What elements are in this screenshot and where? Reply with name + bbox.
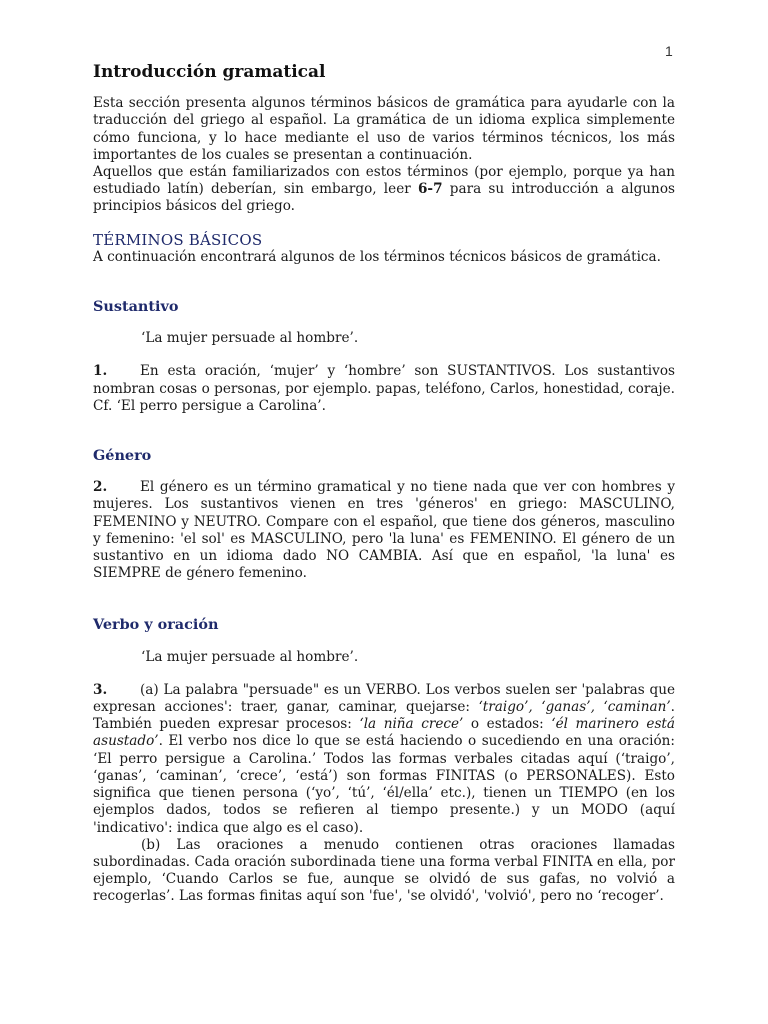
basic-terms-text: A continuación encontrará algunos de los términos técnicos básicos de gramática. <box>93 248 661 265</box>
verb-a-italic-2: ‘la niña crece’ <box>359 716 464 733</box>
gender-heading: Género <box>93 447 152 465</box>
intro-paragraph-1: Esta sección presenta algunos términos básicos de gramática para ayudarle con la traducción del griego al español. La gramática de un idioma explica simplemente cómo funciona, y lo hace mediante el uso de varios términos técnicos, los más importantes de los cuales se presentan a continuación. <box>93 95 675 163</box>
verb-number-value: 3 <box>93 681 103 698</box>
basic-terms-heading: TÉRMINOS BÁSICOS <box>93 230 263 249</box>
verb-a-text-4: . El verbo nos dice lo que se está haciendo o sucediendo en una oración: ‘El perro persigue a Carolina.’ Todos las formas verbales citadas aquí (‘traigo’, ‘ganas’, ‘caminan’, ‘crece’, ‘está’) son formas FINITAS (o PERSONALES). Esto significa que tienen persona (‘yo’, ‘tú’, ‘él/ella’ etc.), tienen un TIEMPO (en los ejemplos dados, todos se refieren al tiempo presente.) y un MODO (aquí 'indicativo': indica que algo es el caso). <box>93 733 675 836</box>
gender-text: El género es un término gramatical y no tiene nada que ver con hombres y mujeres. Los sustantivos vienen en tres 'géneros' en griego: MASCULINO, FEMENINO y NEUTRO. Compare con el español, que tiene dos géneros, masculino y femenino: 'el sol' es MASCULINO, pero 'la luna' es FEMENINO. El género de un sustantivo en un idioma dado NO CAMBIA. Así que en español, 'la luna' es SIEMPRE de género femenino. <box>93 479 675 582</box>
noun-number: 1. <box>93 363 108 380</box>
noun-example: ‘La mujer persuade al hombre’. <box>141 330 359 347</box>
noun-number-value: 1 <box>93 363 103 380</box>
noun-heading: Sustantivo <box>93 298 179 316</box>
page-title: Introducción gramatical <box>93 62 326 82</box>
intro-p2-before: Aquellos que están familiarizados con estos términos (por ejemplo, porque ya han estudiado latín) deberían, sin embargo, leer <box>93 164 675 198</box>
verb-paragraph-a <box>93 682 675 837</box>
verb-a-italic-1: ‘traigo’, ‘ganas’, ‘caminan’ <box>478 699 671 716</box>
intro-p2-after: para su introducción a algunos principios básicos del griego. <box>93 181 675 215</box>
verb-a-italic-3: ‘él marinero está asustado’ <box>93 716 675 750</box>
noun-paragraph <box>93 363 675 415</box>
gender-number: 2. <box>93 479 108 496</box>
verb-a-text-2: . También pueden expresar procesos: <box>93 699 675 733</box>
verb-number: 3. <box>93 681 108 698</box>
verb-paragraph-b: (b) Las oraciones a menudo contienen otras oraciones llamadas subordinadas. Cada oración subordinada tiene una forma verbal FINITA en ella, por ejemplo, ‘Cuando Carlos se fue, aunque se olvidó de sus gafas, no volvió a recogerlas’. Las formas finitas aquí son 'fue', 'se olvidó', 'volvió', pero no ‘recoger’. <box>93 836 675 905</box>
document-body <box>93 64 675 906</box>
verb-heading: Verbo y oración <box>93 616 219 634</box>
gender-paragraph <box>93 479 675 582</box>
page-number: 1 <box>665 43 673 59</box>
verb-a-text-1: (a) La palabra "persuade" es un VERBO. Los verbos suelen ser 'palabras que expresan acciones': traer, ganar, caminar, quejarse: <box>93 681 675 716</box>
section-reference: 6-7 <box>417 181 443 198</box>
verb-a-text-3: o estados: <box>463 716 552 733</box>
verb-example: ‘La mujer persuade al hombre’. <box>141 648 359 665</box>
gender-number-value: 2 <box>93 479 103 496</box>
intro-paragraph-2 <box>93 164 675 216</box>
noun-text: En esta oración, ‘mujer’ y ‘hombre’ son SUSTANTIVOS. Los sustantivos nombran cosas o personas, por ejemplo. papas, teléfono, Carlos, honestidad, coraje. Cf. ‘El perro persigue a Carolina’. <box>93 363 675 414</box>
